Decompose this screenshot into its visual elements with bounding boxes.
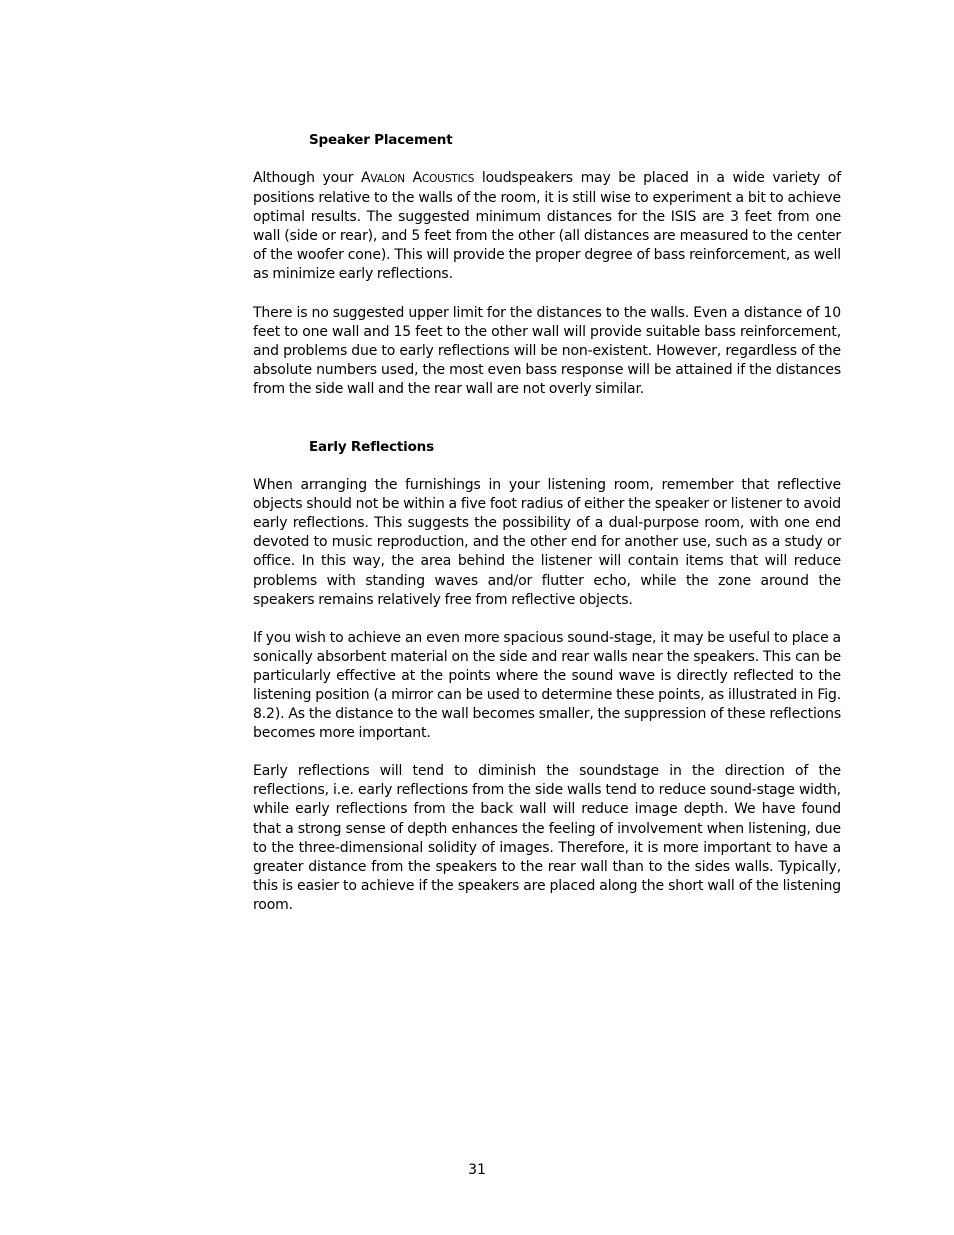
paragraph-early-reflections-3: Early reflections will tend to diminish the soundstage in the direction of the reflections, i.e. early reflections from the side walls tend to reduce sound-stage width, while early reflections from the back wall will reduce image depth. We have found that a strong sense of depth enhances the feeling of involvement when listening, due to the three-dimensional solidity of images. Therefore, it is more important to have a greater distance from the speakers to the rear wall than to the sides walls. Typically, this is easier to achieve if the speakers are placed along the short wall of the listening room. — [253, 763, 841, 913]
section-heading-speaker-placement: Speaker Placement — [309, 132, 453, 148]
brand-name-initial: A — [360, 170, 371, 186]
paragraph-early-reflections-1: When arranging the furnishings in your listening room, remember that reflective objects should not be within a five foot radius of either the speaker or listener to avoid early reflections. This suggests the possibility of a dual-purpose room, with one end devoted to music reproduction, and the other end for another use, such as a study or office. In this way, the area behind the listener will contain items that will reduce problems with standing waves and/or flutter echo, while the zone around the speakers remains relatively free from reflective objects. — [253, 477, 841, 608]
brand-name-rest: COUSTICS — [422, 173, 475, 185]
paragraph-text: loudspeakers may be placed in a wide variety of positions relative to the walls of the room, it is still wise to experiment a bit to achieve optimal results. The suggested minimum distances for the ISIS are 3 feet from one wall (side or rear), and 5 feet from the other (all distances are measured to the center of the woofer cone). This will provide the proper degree of bass reinforcement, as well as minimize early reflections. — [253, 170, 841, 283]
paragraph-text: Although your — [253, 170, 361, 186]
paragraph-speaker-placement-1 — [253, 169, 841, 285]
brand-name-rest: VALON — [370, 173, 405, 185]
body-text-column — [253, 131, 841, 934]
brand-name-initial: A — [404, 170, 422, 186]
paragraph-early-reflections-2: If you wish to achieve an even more spacious sound-stage, it may be useful to place a sonically absorbent material on the side and rear walls near the speakers. This can be particularly effective at the points where the sound wave is directly reflected to the listening position (a mirror can be used to determine these points, as illustrated in Fig. 8.2). As the distance to the wall becomes smaller, the suppression of these reflections becomes more important. — [253, 629, 841, 742]
paragraph-speaker-placement-2: There is no suggested upper limit for the distances to the walls. Even a distance of 10 feet to one wall and 15 feet to the other wall will provide suitable bass reinforcement, and problems due to early reflections will be non-existent. However, regardless of the absolute numbers used, the most even bass response will be attained if the distances from the side wall and the rear wall are not overly similar. — [253, 304, 841, 397]
page-number: 31 — [468, 1162, 486, 1178]
section-spacer — [253, 418, 841, 438]
section-heading-early-reflections: Early Reflections — [309, 439, 434, 456]
